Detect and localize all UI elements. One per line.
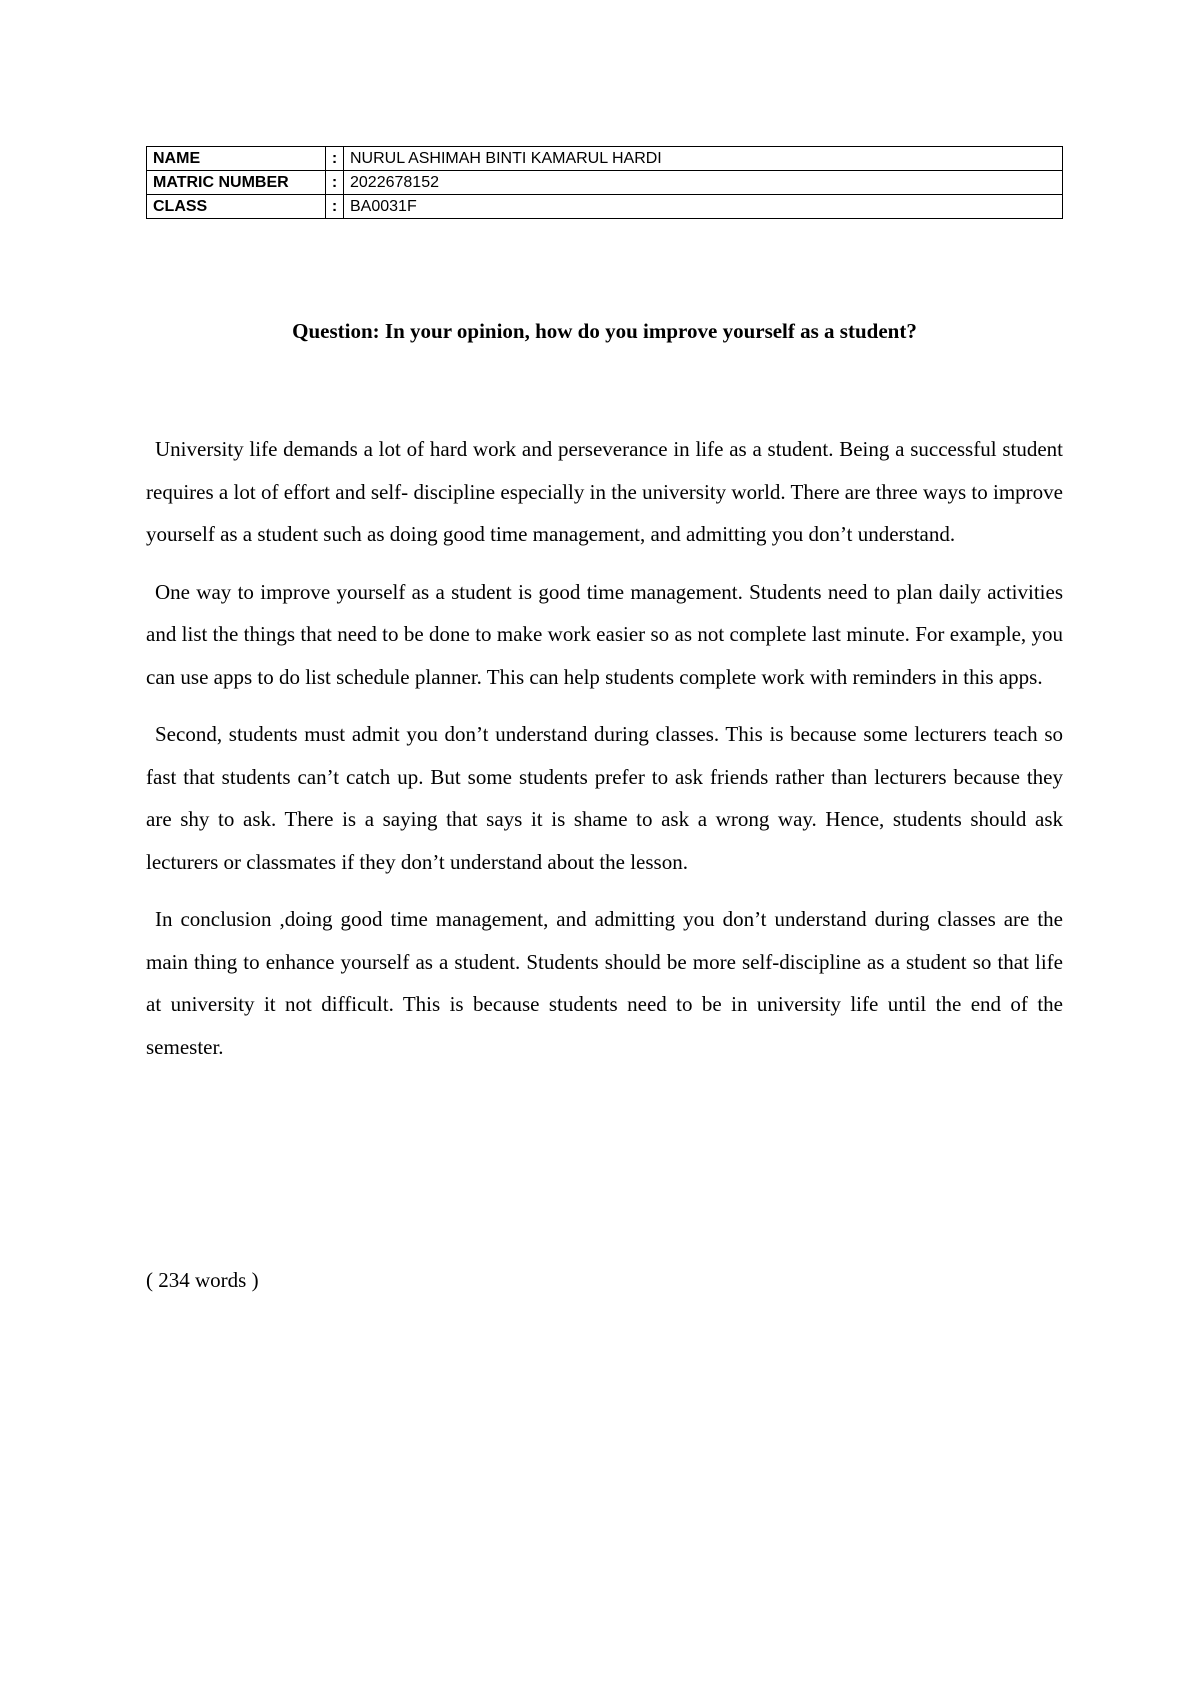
essay-body bbox=[146, 428, 1063, 1083]
matric-number-label: MATRIC NUMBER bbox=[147, 171, 326, 195]
paragraph-introduction: University life demands a lot of hard work and perseverance in life as a student. Being a successful student requires a lot of effort and self- discipline especially in the university world. There are three ways to improve yourself as a student such as doing good time management, and admitting you don’t understand. bbox=[146, 437, 1063, 546]
class-row bbox=[147, 195, 1063, 219]
class-colon: : bbox=[326, 195, 344, 219]
paragraph-conclusion: In conclusion ,doing good time management, and admitting you don’t understand during classes are the main thing to enhance yourself as a student. Students should be more self-discipline as a student so that life at university it not difficult. This is because students need to be in university life until the end of the semester. bbox=[146, 907, 1063, 1059]
name-value: NURUL ASHIMAH BINTI KAMARUL HARDI bbox=[344, 147, 1063, 171]
paragraph-time-management: One way to improve yourself as a student is good time management. Students need to plan daily activities and list the things that need to be done to make work easier so as not complete last minute. For example, you can use apps to do list schedule planner. This can help students complete work with reminders in this apps. bbox=[146, 579, 1063, 689]
question-heading: Question: In your opinion, how do you improve yourself as a student? bbox=[292, 319, 917, 343]
matric-number-colon: : bbox=[326, 171, 344, 195]
name-label: NAME bbox=[147, 147, 326, 171]
name-colon: : bbox=[326, 147, 344, 171]
student-info-table bbox=[146, 146, 1063, 219]
paragraph-admit-not-understanding: Second, students must admit you don’t understand during classes. This is because some lecturers teach so fast that students can’t catch up. But some students prefer to ask friends rather than lecturers because they are shy to ask. There is a saying that says it is shame to ask a wrong way. Hence, students should ask lecturers or classmates if they don’t understand about the lesson. bbox=[146, 722, 1063, 874]
name-row bbox=[147, 147, 1063, 171]
word-count: ( 234 words ) bbox=[146, 1268, 259, 1292]
matric-number-value: 2022678152 bbox=[344, 171, 1063, 195]
matric-number-row bbox=[147, 171, 1063, 195]
class-label: CLASS bbox=[147, 195, 326, 219]
class-value: BA0031F bbox=[344, 195, 1063, 219]
